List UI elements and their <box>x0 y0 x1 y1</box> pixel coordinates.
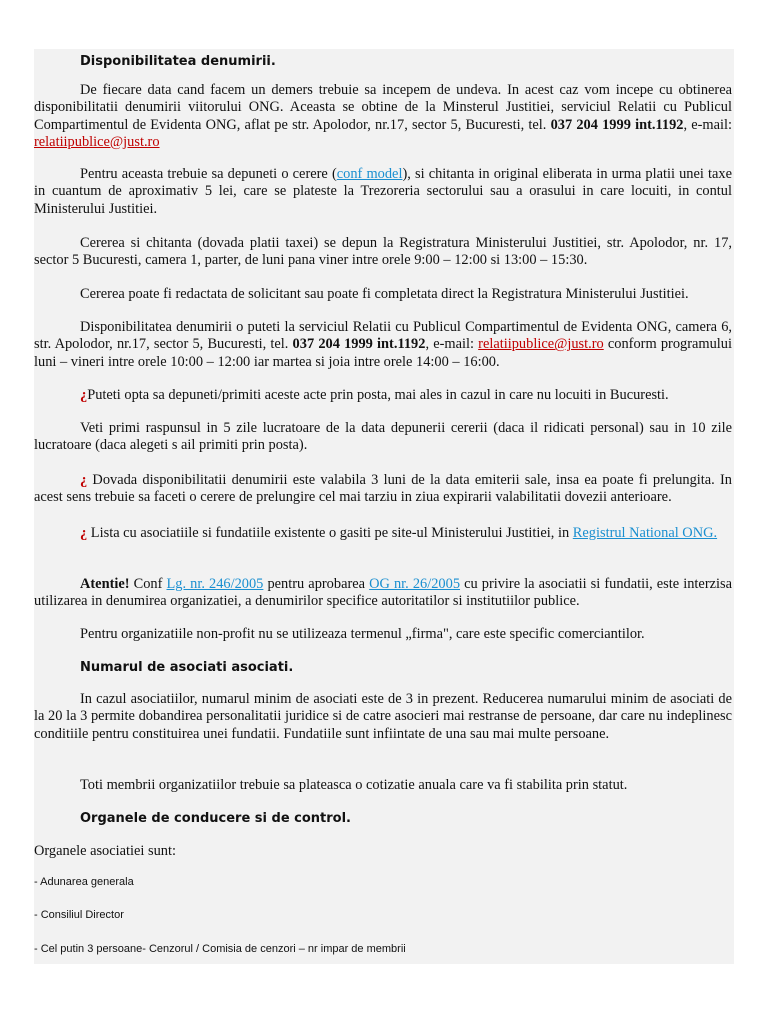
paragraph-text: , e-mail: <box>683 116 733 133</box>
paragraph-warning <box>34 576 732 611</box>
question-mark-icon: ¿ <box>80 387 88 403</box>
paragraph-submission: Cererea si chitanta (dovada platii taxei) se depun la Registratura Ministerului Justitiei, str. Apolodor, nr. 17, sector 5 Bucuresti, camera 1, parter, de luni pana viner intre orele 9:00 – 12:00 si 13:00 – 15:30. <box>34 235 732 269</box>
paragraph-members-count: In cazul asociatiilor, numarul minim de asociati este de 3 in prezent. Reducerea numarului minim de asociati de la 20 la 3 permite dobandirea personalitatii juridice si de catre asocieri mai restranse de persoane, dar care nu indeplinesc conditiile pentru constituirea unei fundatii. Fundatiile sunt infiintate de una sau mai multe persoane. <box>34 691 732 742</box>
paragraph-text: Conf <box>129 576 167 592</box>
paragraph-text: cu privire la asociatii si fundatii, este interzisa utilizarea in denumirea organizatiei, a denumirilor specifice autoritatilor si institutiilor publice. <box>34 576 732 610</box>
paragraph-text: Puteti opta sa depuneti/primiti aceste acte prin posta, mai ales in cazul in care nu locuiti in Bucuresti. <box>87 387 669 403</box>
list-item: - Cel putin 3 persoane- Cenzorul / Comisia de cenzori – nr impar de membrii <box>34 943 406 955</box>
paragraph-post-option <box>34 387 732 404</box>
paragraph-text: ), si chitanta in original eliberata in urma platii unei taxe in cuantum de aproximativ 5 lei, care se plateste la Trezoreria sectorului sau a orasului in care locuiti, in contul Ministerului Justitiei. <box>34 166 733 217</box>
email-link[interactable]: relatiipublice@just.ro <box>34 133 160 150</box>
paragraph-organs-intro: Organele asociatiei sunt: <box>34 843 176 859</box>
paragraph-request <box>34 166 732 218</box>
document-page <box>34 49 734 964</box>
section-heading-availability: Disponibilitatea denumirii. <box>80 54 276 69</box>
paragraph-text: pentru aprobarea <box>263 576 370 592</box>
og-26-link[interactable]: OG nr. 26/2005 <box>369 576 461 592</box>
paragraph-membership-fee: Toti membrii organizatiilor trebuie sa plateasca o cotizatie anuala care va fi stabilita prin statut. <box>80 777 628 793</box>
phone-number: 037 204 1999 int.1192 <box>292 336 426 353</box>
paragraph-firma: Pentru organizatiile non-profit nu se utilizeaza termenul „firma", care este specific comerciantilor. <box>80 626 645 642</box>
paragraph-completion: Cererea poate fi redactata de solicitant sau poate fi completata direct la Registratura Ministerului Justitiei. <box>80 286 689 302</box>
paragraph-schedule <box>34 319 732 371</box>
list-item: - Consiliul Director <box>34 909 124 921</box>
section-heading-governance: Organele de conducere si de control. <box>80 811 352 826</box>
paragraph-validity <box>34 472 732 507</box>
paragraph-text: Lista cu asociatiile si fundatiile existente o gasiti pe site-ul Ministerului Justitiei, in <box>87 525 573 541</box>
section-heading-members: Numarul de asociati asociati. <box>80 660 294 675</box>
warning-label: Atentie! <box>80 576 130 592</box>
paragraph-text: conform programului luni – vineri intre orele 10:00 – 12:00 iar martea si joia intre orele 14:00 – 16:00. <box>34 336 732 370</box>
paragraph-text: , e-mail: <box>425 336 479 353</box>
question-mark-icon: ¿ <box>80 472 88 488</box>
paragraph-response-time: Veti primi raspunsul in 5 zile lucratoare de la data depunerii cererii (daca il ridicati personal) sau in 10 zile lucratoare (daca alegeti s ail primiti prin posta). <box>34 420 732 454</box>
phone-number: 037 204 1999 int.1192 <box>550 116 684 133</box>
paragraph-registry <box>34 525 732 542</box>
email-link[interactable]: relatiipublice@just.ro <box>478 336 604 353</box>
paragraph-text: Disponibilitatea denumirii o puteti la serviciul Relatii cu Publicul Compartimentul de Evidenta ONG, camera 6, str. Apolodor, nr.17, sector 5, Bucuresti, tel. <box>34 319 732 353</box>
paragraph-text: Dovada disponibilitatii denumirii este valabila 3 luni de la data emiterii sale, insa ea poate fi prelungita. In acest sens trebuie sa faceti o cerere de prelungire cel mai tarziu in ziua expirarii valabilitatii dovezii anterioare. <box>34 472 732 506</box>
paragraph-text: De fiecare data cand facem un demers trebuie sa incepem de undeva. In acest caz vom incepe cu obtinerea disponibilitatii denumirii viitorului ONG. Aceasta se obtine de la Minsterul Justitiei, serviciul Relatii cu Publicul Compartimentul de Evidenta ONG, aflat pe str. Apolodor, nr.17, sector 5, Bucuresti, tel. <box>34 82 732 133</box>
registrul-national-link[interactable]: Registrul National ONG. <box>572 525 718 541</box>
paragraph-text: Pentru aceasta trebuie sa depuneti o cerere ( <box>80 166 337 182</box>
law-246-link[interactable]: Lg. nr. 246/2005 <box>166 576 264 592</box>
conf-model-link[interactable]: conf model <box>336 166 403 182</box>
list-item: - Adunarea generala <box>34 876 134 888</box>
question-mark-icon: ¿ <box>80 525 88 541</box>
paragraph-intro <box>34 82 732 151</box>
